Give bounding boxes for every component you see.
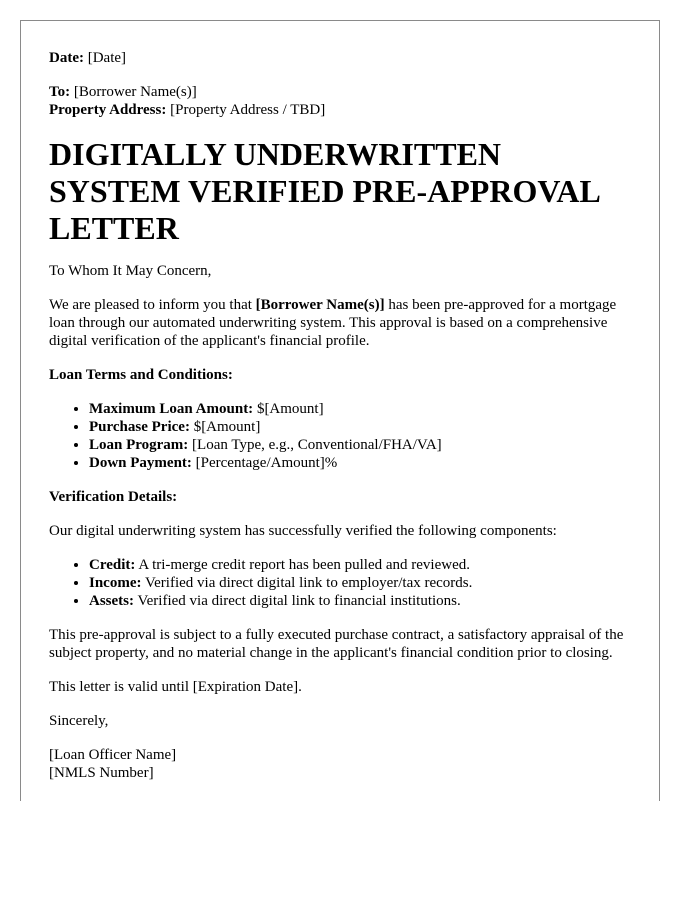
to-value: [Borrower Name(s)]	[73, 84, 197, 100]
intro-text-before: We are pleased to inform you that	[49, 297, 256, 313]
date-value: [Date]	[87, 50, 127, 66]
loan-term-value: [Percentage/Amount]%	[191, 455, 338, 471]
intro-text-after: has been pre-approved for a mortgage loan through our automated underwriting system. This approval is based on a comprehensive digital verification of the applicant's financial profile.	[49, 297, 617, 349]
letter-content	[21, 21, 659, 782]
conditions-paragraph: This pre-approval is subject to a fully executed purchase contract, a satisfactory appraisal of the subject property, and no material change in the applicant's financial condition prior to closing.	[49, 627, 624, 661]
loan-term-value: $[Amount]	[189, 419, 261, 435]
verification-heading: Verification Details:	[49, 489, 178, 505]
loan-term-label: Purchase Price:	[89, 419, 190, 435]
salutation: To Whom It May Concern,	[49, 263, 212, 279]
list-item	[89, 418, 631, 436]
property-address-value: [Property Address / TBD]	[170, 102, 326, 118]
list-item	[89, 436, 631, 454]
signature-nmls: [NMLS Number]	[49, 765, 154, 781]
date-label: Date:	[49, 50, 84, 66]
verification-label: Assets:	[89, 593, 134, 609]
verification-value: Verified via direct digital link to employer/tax records.	[141, 575, 473, 591]
property-address-line	[49, 101, 631, 119]
list-item	[89, 574, 631, 592]
letter-title: DIGITALLY UNDERWRITTEN SYSTEM VERIFIED PRE-APPROVAL LETTER	[49, 136, 600, 246]
list-item	[89, 454, 631, 472]
validity-paragraph: This letter is valid until [Expiration Date].	[49, 679, 302, 695]
loan-term-label: Maximum Loan Amount:	[89, 401, 254, 417]
to-label: To:	[49, 84, 71, 100]
loan-term-label: Loan Program:	[89, 437, 189, 453]
verification-list	[49, 556, 631, 610]
loan-term-value: $[Amount]	[253, 401, 324, 417]
closing: Sincerely,	[49, 713, 109, 729]
to-line	[49, 83, 631, 101]
verification-intro: Our digital underwriting system has successfully verified the following components:	[49, 523, 557, 539]
loan-term-value: [Loan Type, e.g., Conventional/FHA/VA]	[188, 437, 442, 453]
list-item	[89, 400, 631, 418]
intro-paragraph	[49, 296, 631, 350]
verification-label: Income:	[89, 575, 142, 591]
loan-terms-heading: Loan Terms and Conditions:	[49, 367, 233, 383]
verification-value: Verified via direct digital link to financial institutions.	[134, 593, 461, 609]
list-item	[89, 556, 631, 574]
intro-borrower-name: [Borrower Name(s)]	[255, 297, 385, 313]
list-item	[89, 592, 631, 610]
verification-value: A tri-merge credit report has been pulled and reviewed.	[135, 557, 470, 573]
loan-terms-list	[49, 400, 631, 472]
loan-term-label: Down Payment:	[89, 455, 192, 471]
signature-name: [Loan Officer Name]	[49, 747, 177, 763]
letter-page	[20, 20, 660, 801]
verification-label: Credit:	[89, 557, 136, 573]
property-address-label: Property Address:	[49, 102, 167, 118]
date-line	[49, 49, 631, 67]
